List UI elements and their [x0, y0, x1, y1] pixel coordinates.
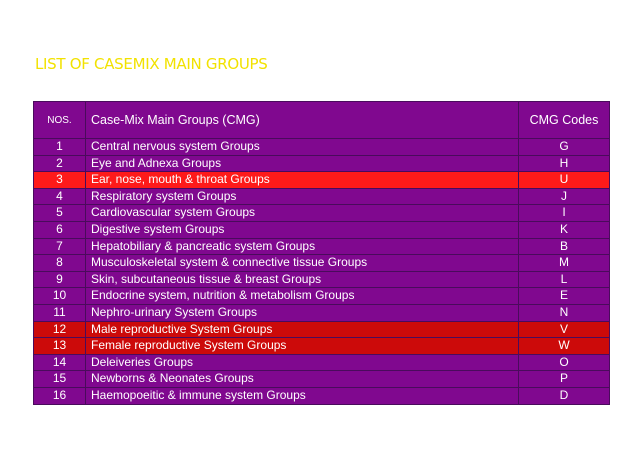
row-cmg-code: O [519, 354, 610, 371]
row-number: 11 [34, 304, 86, 321]
row-cmg-code: M [519, 255, 610, 272]
row-group-name: Respiratory system Groups [86, 188, 519, 205]
row-cmg-code: K [519, 221, 610, 238]
header-nos: NOS. [34, 102, 86, 139]
row-cmg-code: J [519, 188, 610, 205]
table-row [34, 188, 610, 205]
row-cmg-code: L [519, 271, 610, 288]
row-group-name: Digestive system Groups [86, 221, 519, 238]
row-group-name: Deleiveries Groups [86, 354, 519, 371]
table-row [34, 387, 610, 404]
row-number: 6 [34, 221, 86, 238]
row-number: 8 [34, 255, 86, 272]
row-cmg-code: W [519, 338, 610, 355]
row-number: 3 [34, 172, 86, 189]
row-cmg-code: N [519, 304, 610, 321]
table-row [34, 139, 610, 156]
row-number: 12 [34, 321, 86, 338]
row-group-name: Central nervous system Groups [86, 139, 519, 156]
table-row [34, 338, 610, 355]
row-group-name: Cardiovascular system Groups [86, 205, 519, 222]
page-title: LIST OF CASEMIX MAIN GROUPS [35, 55, 268, 73]
row-number: 9 [34, 271, 86, 288]
row-group-name: Skin, subcutaneous tissue & breast Groups [86, 271, 519, 288]
row-group-name: Musculoskeletal system & connective tissue Groups [86, 255, 519, 272]
row-group-name: Haemopoeitic & immune system Groups [86, 387, 519, 404]
row-group-name: Eye and Adnexa Groups [86, 155, 519, 172]
table-row [34, 221, 610, 238]
table-row [34, 155, 610, 172]
table-row [34, 238, 610, 255]
table-body [34, 139, 610, 405]
row-cmg-code: U [519, 172, 610, 189]
row-group-name: Ear, nose, mouth & throat Groups [86, 172, 519, 189]
row-cmg-code: E [519, 288, 610, 305]
row-number: 4 [34, 188, 86, 205]
row-number: 7 [34, 238, 86, 255]
row-cmg-code: H [519, 155, 610, 172]
row-cmg-code: P [519, 371, 610, 388]
table-row [34, 354, 610, 371]
row-number: 10 [34, 288, 86, 305]
table-row [34, 255, 610, 272]
casemix-groups-table [33, 101, 610, 405]
row-cmg-code: B [519, 238, 610, 255]
row-number: 16 [34, 387, 86, 404]
row-group-name: Newborns & Neonates Groups [86, 371, 519, 388]
row-cmg-code: I [519, 205, 610, 222]
table-header-row [34, 102, 610, 139]
row-number: 5 [34, 205, 86, 222]
row-number: 15 [34, 371, 86, 388]
row-group-name: Female reproductive System Groups [86, 338, 519, 355]
row-group-name: Nephro-urinary System Groups [86, 304, 519, 321]
table-row [34, 271, 610, 288]
row-cmg-code: G [519, 139, 610, 156]
table-row [34, 288, 610, 305]
row-group-name: Endocrine system, nutrition & metabolism Groups [86, 288, 519, 305]
row-number: 2 [34, 155, 86, 172]
row-number: 14 [34, 354, 86, 371]
row-group-name: Hepatobiliary & pancreatic system Groups [86, 238, 519, 255]
row-cmg-code: V [519, 321, 610, 338]
table-row [34, 304, 610, 321]
table-row [34, 172, 610, 189]
header-code: CMG Codes [519, 102, 610, 139]
row-group-name: Male reproductive System Groups [86, 321, 519, 338]
row-cmg-code: D [519, 387, 610, 404]
table-row [34, 321, 610, 338]
row-number: 1 [34, 139, 86, 156]
table-row [34, 371, 610, 388]
header-group: Case-Mix Main Groups (CMG) [86, 102, 519, 139]
table-row [34, 205, 610, 222]
row-number: 13 [34, 338, 86, 355]
